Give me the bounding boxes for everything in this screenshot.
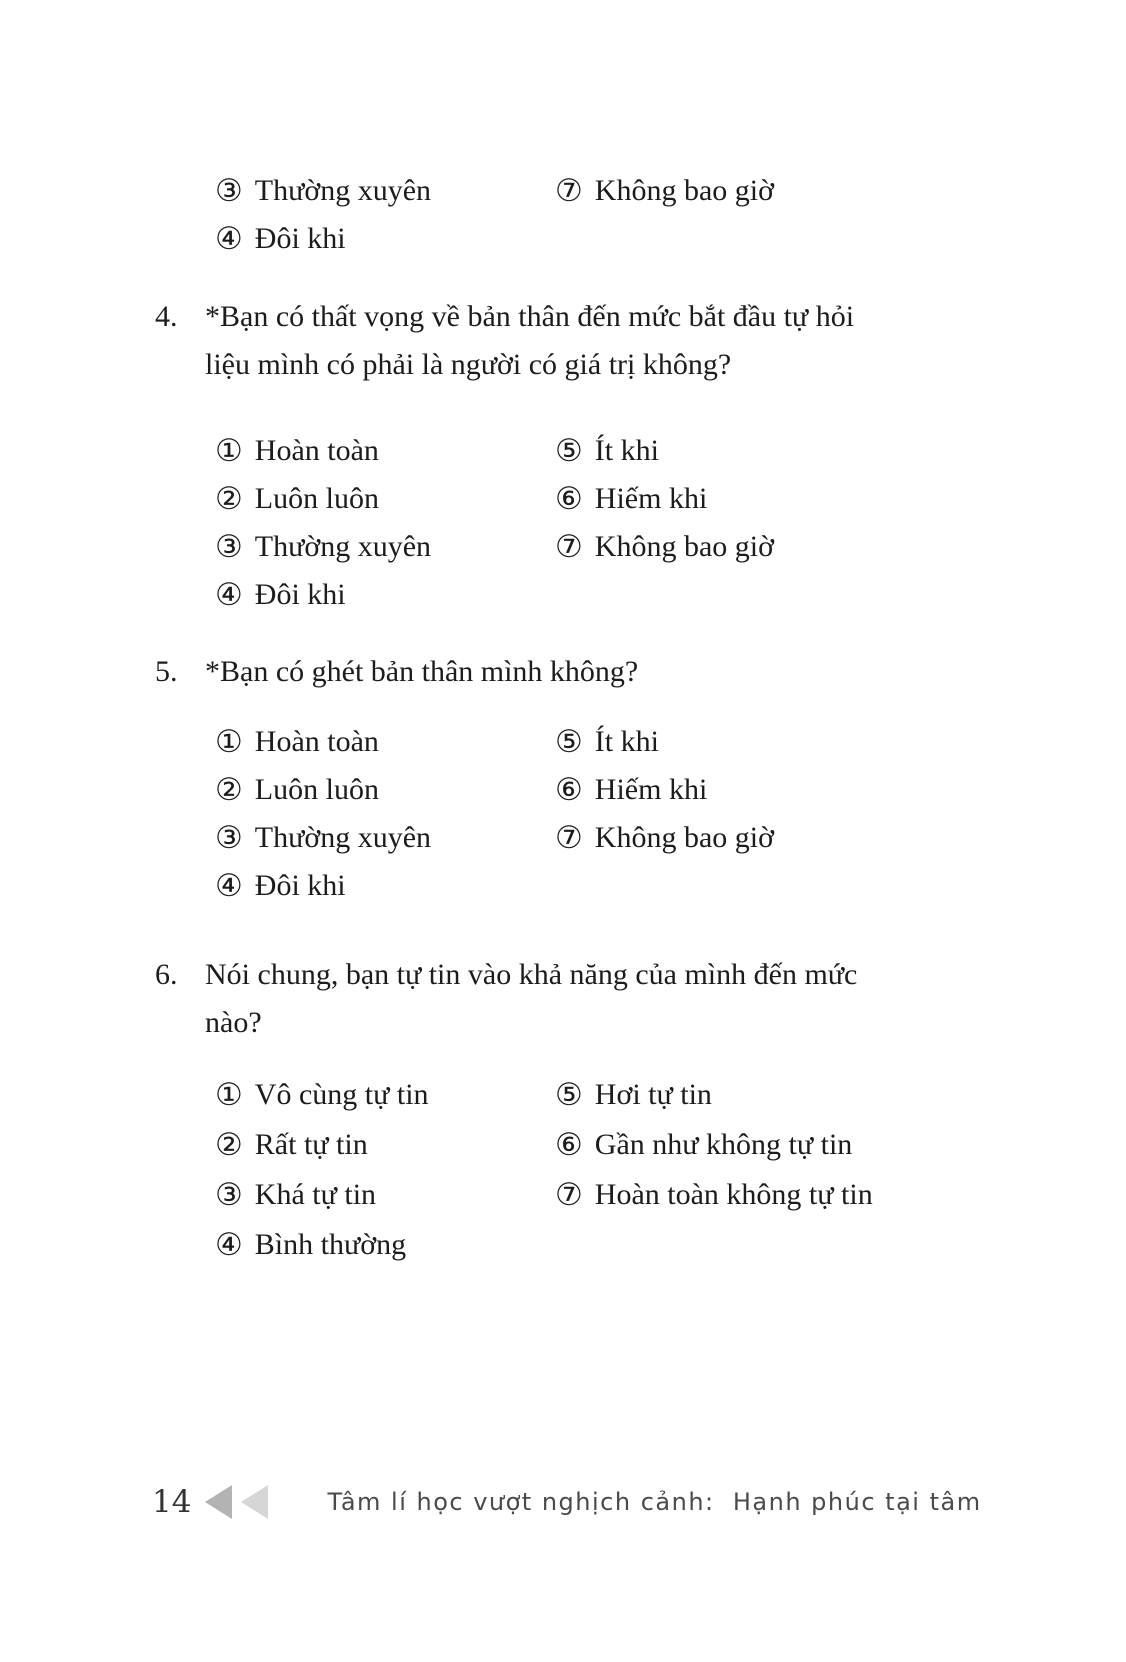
option-label: Hiếm khi [594, 773, 708, 806]
option-label: Bình thường [254, 1228, 407, 1261]
option-label: Khá tự tin [254, 1178, 377, 1211]
option-row [0, 215, 1126, 263]
option-label: Rất tự tin [254, 1128, 368, 1161]
option-marker: ② [215, 1127, 243, 1162]
option [215, 1077, 555, 1113]
option-marker: ⑦ [555, 1177, 583, 1212]
option-marker: ⑤ [555, 724, 583, 759]
option [215, 1227, 555, 1263]
option-label: Hoàn toàn [254, 434, 379, 467]
option-label: Ít khi [594, 434, 659, 467]
option-label: Thường xuyên [254, 530, 432, 563]
option [215, 724, 555, 760]
option-label: Luôn luôn [254, 773, 379, 806]
question-text [205, 951, 965, 1047]
option-marker: ⑥ [555, 481, 583, 516]
question-text-line: *Bạn có thất vọng về bản thân đến mức bắt đầu tự hỏi [205, 300, 855, 333]
option [215, 433, 555, 469]
option [555, 481, 707, 517]
question-6 [155, 951, 965, 1047]
option-row [0, 475, 1126, 523]
option-row [0, 427, 1126, 475]
option-marker: ⑦ [555, 529, 583, 564]
option [555, 433, 659, 469]
option-marker: ② [215, 481, 243, 516]
option-label: Đôi khi [254, 222, 346, 255]
option-label: Không bao giờ [594, 174, 774, 207]
option-label: Hiếm khi [594, 482, 708, 515]
option-marker: ③ [215, 820, 243, 855]
option-marker: ④ [215, 577, 243, 612]
question-5-options [0, 718, 1126, 910]
option-marker: ⑥ [555, 1127, 583, 1162]
option [555, 1127, 852, 1163]
option-row [0, 167, 1126, 215]
option-row [0, 1170, 1126, 1220]
option-row [0, 1220, 1126, 1270]
option-label: Đôi khi [254, 578, 346, 611]
option-marker: ③ [215, 529, 243, 564]
book-title: Tâm lí học vượt nghịch cảnh: Hạnh phúc tại tâm [327, 1488, 982, 1516]
option-marker: ② [215, 772, 243, 807]
option-label: Hơi tự tin [594, 1078, 712, 1111]
option-row [0, 523, 1126, 571]
option-marker: ⑤ [555, 1077, 583, 1112]
option-marker: ④ [215, 868, 243, 903]
page-number: 14 [152, 1484, 192, 1520]
option [215, 820, 555, 856]
option-marker: ⑤ [555, 433, 583, 468]
question-4-options [0, 427, 1126, 619]
option [215, 529, 555, 565]
option-label: Ít khi [594, 725, 659, 758]
option [555, 772, 707, 808]
question-6-options [0, 1070, 1126, 1270]
option-label: Thường xuyên [254, 821, 432, 854]
question-text [205, 648, 965, 696]
option-marker: ④ [215, 1227, 243, 1262]
question-text-line: nào? [205, 1006, 262, 1039]
option-label: Hoàn toàn không tự tin [594, 1178, 873, 1211]
option-row [0, 814, 1126, 862]
option-label: Thường xuyên [254, 174, 432, 207]
option-label: Luôn luôn [254, 482, 379, 515]
question-number: 5. [155, 655, 178, 688]
option-row [0, 766, 1126, 814]
question-text [205, 293, 965, 389]
option-marker: ⑥ [555, 772, 583, 807]
option-marker: ① [215, 1077, 243, 1112]
option [215, 577, 555, 613]
option [555, 820, 774, 856]
option-marker: ⑦ [555, 173, 583, 208]
option [215, 772, 555, 808]
option-marker: ⑦ [555, 820, 583, 855]
option [555, 173, 774, 209]
question-number: 6. [155, 958, 178, 991]
option-label: Hoàn toàn [254, 725, 379, 758]
question-4 [155, 293, 965, 389]
question-text-line: Nói chung, bạn tự tin vào khả năng của mình đến mức [205, 958, 858, 991]
option [555, 1177, 873, 1213]
option [215, 221, 555, 257]
option [215, 868, 555, 904]
question-number: 4. [155, 300, 178, 333]
option [555, 1077, 712, 1113]
option-marker: ① [215, 433, 243, 468]
option-row [0, 862, 1126, 910]
continued-options-block [0, 167, 1126, 263]
option-row [0, 571, 1126, 619]
option [555, 529, 774, 565]
option [215, 1127, 555, 1163]
left-triangle-dark-icon [205, 1485, 232, 1519]
option-marker: ④ [215, 221, 243, 256]
option-label: Vô cùng tự tin [254, 1078, 429, 1111]
option-label: Gần như không tự tin [594, 1128, 853, 1161]
option-marker: ③ [215, 1177, 243, 1212]
option-marker: ③ [215, 173, 243, 208]
option-marker: ① [215, 724, 243, 759]
question-5 [155, 648, 965, 696]
option-row [0, 718, 1126, 766]
left-triangle-light-icon [241, 1485, 268, 1519]
option-row [0, 1070, 1126, 1120]
question-text-line: liệu mình có phải là người có giá trị không? [205, 348, 732, 381]
option-row [0, 1120, 1126, 1170]
option-label: Đôi khi [254, 869, 346, 902]
page-footer [152, 1484, 982, 1520]
option-label: Không bao giờ [594, 821, 774, 854]
option [555, 724, 659, 760]
option-label: Không bao giờ [594, 530, 774, 563]
option [215, 1177, 555, 1213]
option [215, 481, 555, 517]
option [215, 173, 555, 209]
question-text-line: *Bạn có ghét bản thân mình không? [205, 655, 639, 688]
